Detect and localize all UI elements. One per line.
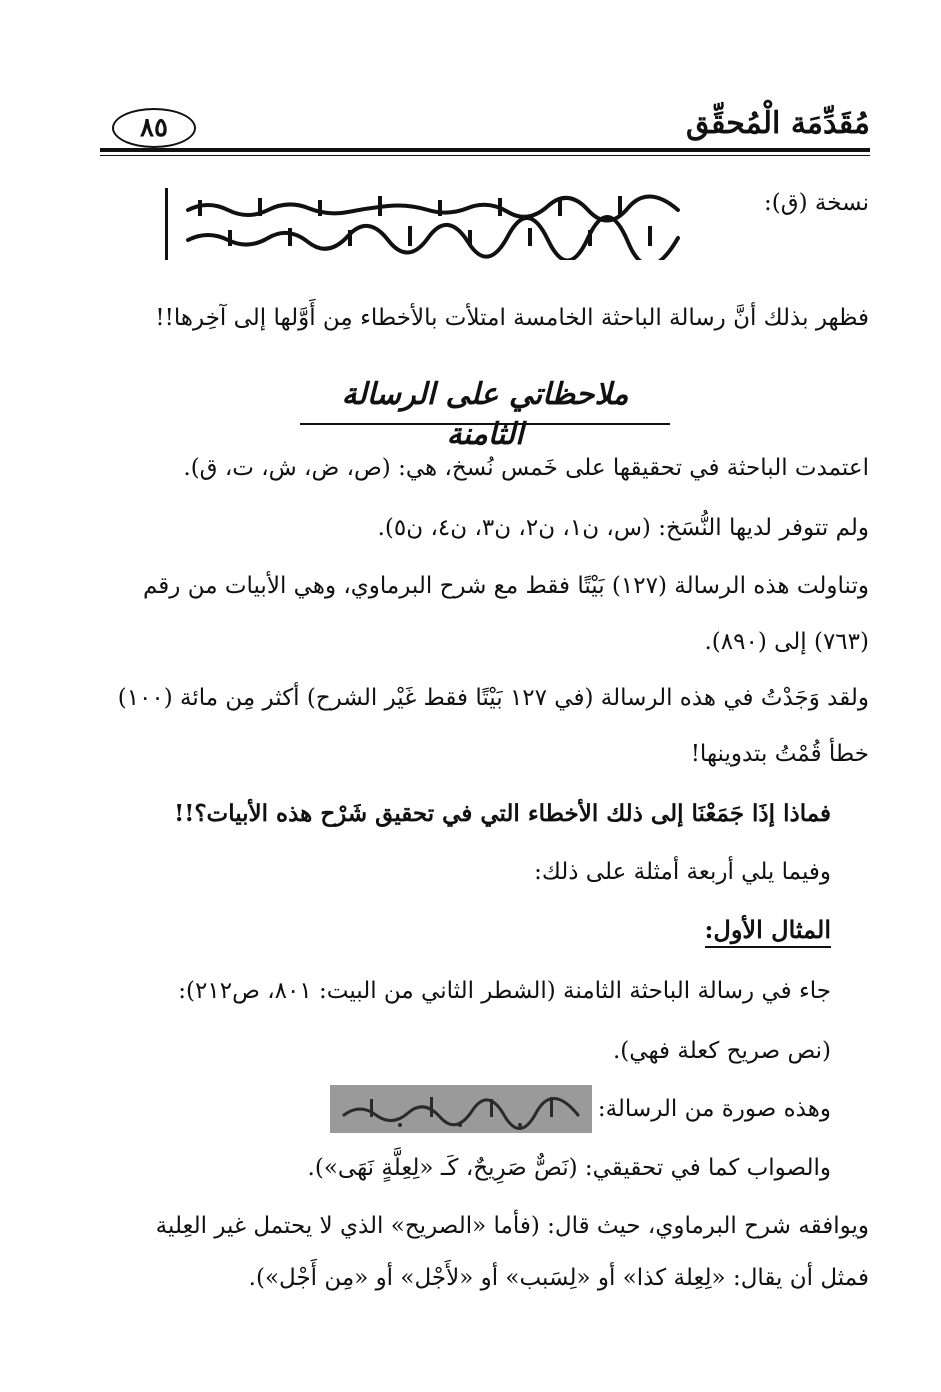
paragraph-line: والصواب كما في تحقيقي: (نَصٌّ صَرِيحٌ، كَـ «لِعِلَّةٍ نَهَى»). [307, 1155, 831, 1181]
example-heading: المثال الأول: [705, 915, 831, 948]
paragraph-line: جاء في رسالة الباحثة الثامنة (الشطر الثاني من البيت: ٨٠١، ص٢١٢): [178, 978, 831, 1004]
paragraph-line: فمثل أن يقال: «لِعِلة كذا» أو «لِسَبب» أو «لأَجْل» أو «مِن أَجْل»). [248, 1265, 869, 1291]
paragraph-line: وهذه صورة من الرسالة: [597, 1096, 831, 1122]
paragraph-line-bold: فماذا إذَا جَمَعْنَا إلى ذلك الأخطاء التي في تحقيق شَرْح هذه الأبيات؟!! [174, 800, 831, 827]
paragraph-line: ويوافقه شرح البرماوي، حيث قال: (فأما «الصريح» الذي لا يحتمل غير العِلية [155, 1213, 869, 1239]
paragraph-line: وفيما يلي أربعة أمثلة على ذلك: [534, 859, 831, 885]
running-title: مُقَدِّمَة الْمُحقِّق [686, 106, 870, 141]
page-number: ٨٥ [112, 108, 196, 148]
manuscript-scan-image [165, 188, 703, 260]
paragraph-line: ولم تتوفر لديها النُّسَخ: (س، ن١، ن٢، ن٣، ن٤، ن٥). [377, 515, 869, 541]
page-header [100, 88, 870, 146]
paragraph-line: ولقد وَجَدْتُ في هذه الرسالة (في ١٢٧ بَيْتًا فقط غَيْر الشرح) أكثر مِن مائة (١٠٠) [117, 685, 869, 711]
paragraph-line: فظهر بذلك أنَّ رسالة الباحثة الخامسة امتلأت بالأخطاء مِن أَوَّلها إلى آخِرها!! [155, 305, 869, 331]
paragraph-line: وتناولت هذه الرسالة (١٢٧) بَيْتًا فقط مع شرح البرماوي، وهي الأبيات من رقم [142, 573, 869, 599]
paragraph-line: (نص صريح كعلة فهي). [613, 1038, 831, 1064]
thesis-excerpt-image [330, 1085, 592, 1133]
paragraph-line: (٧٦٣) إلى (٨٩٠). [704, 629, 869, 655]
paragraph-line: خطأ قُمْتُ بتدوينها! [690, 741, 869, 767]
section-heading: ملاحظاتي على الرسالة الثامنة [300, 375, 670, 425]
header-rule [100, 148, 870, 152]
paragraph-line: اعتمدت الباحثة في تحقيقها على خَمس نُسخ، هي: (ص، ض، ش، ت، ق). [183, 455, 869, 481]
header-rule-thin [100, 155, 870, 156]
manuscript-label: نسخة (ق): [764, 190, 869, 216]
